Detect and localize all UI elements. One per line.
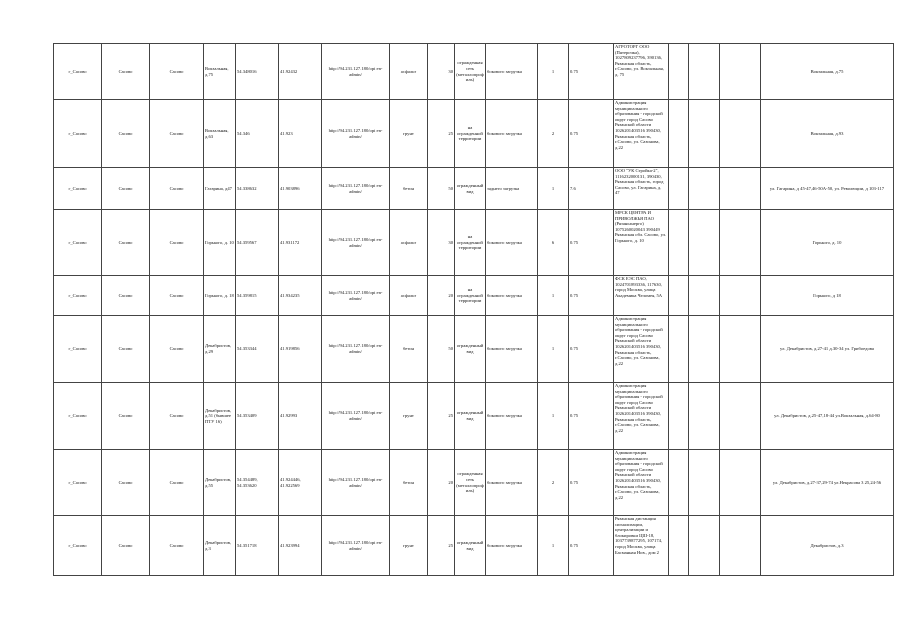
cell-container-type: заднего загрузка bbox=[486, 168, 538, 210]
cell-count: 1 bbox=[538, 383, 569, 450]
cell-source-link: http://94.231.127.180/opi en-admin/ bbox=[322, 210, 390, 276]
cell-settlement: Сасово bbox=[150, 516, 204, 576]
cell-fence: на огражденной территории bbox=[455, 276, 486, 316]
cell-district: г_Сасово bbox=[54, 168, 102, 210]
cell-source-link: http://94.231.127.180/opi en-admin/ bbox=[322, 516, 390, 576]
cell-longitude: 41.923 bbox=[279, 100, 322, 168]
cell-settlement: Сасово bbox=[150, 383, 204, 450]
cell-extra-3 bbox=[720, 276, 761, 316]
cell-settlement: Сасово bbox=[150, 316, 204, 383]
cell-city: Сасово bbox=[102, 450, 150, 516]
cell-extra-1 bbox=[669, 100, 689, 168]
cell-longitude: 41.931172 bbox=[279, 210, 322, 276]
cell-extra-1 bbox=[669, 168, 689, 210]
cell-container-type: бокового загрузка bbox=[486, 44, 538, 100]
cell-settlement: Сасово bbox=[150, 210, 204, 276]
table-row bbox=[54, 210, 894, 276]
cell-extra-3 bbox=[720, 168, 761, 210]
cell-extra-1 bbox=[669, 383, 689, 450]
cell-owner: МРСК ЦЕНТРА И ПРИВОЛЖЬЯ ПАО (Рязаньэнерго) 1075260020043 390449 Рязанская обл. Сасово, ул. Горького, д. 10 bbox=[614, 210, 669, 276]
cell-longitude: 41.92432 bbox=[279, 44, 322, 100]
cell-extra-2 bbox=[689, 316, 720, 383]
cell-extra-2 bbox=[689, 383, 720, 450]
cell-latitude: 54.354489, 54.353620 bbox=[236, 450, 279, 516]
cell-source-link: http://94.231.127.180/opi en-admin/ bbox=[322, 316, 390, 383]
cell-volume: 0.75 bbox=[569, 316, 614, 383]
cell-district: г_Сасово bbox=[54, 210, 102, 276]
cell-extra-3 bbox=[720, 383, 761, 450]
cell-settlement: Сасово bbox=[150, 450, 204, 516]
cell-extra-3 bbox=[720, 516, 761, 576]
cell-count: 2 bbox=[538, 100, 569, 168]
cell-longitude: 41.934235 bbox=[279, 276, 322, 316]
table-row bbox=[54, 168, 894, 210]
cell-address: Вокзальная, д.75 bbox=[204, 44, 236, 100]
cell-owner: ФСК ЕЭС ПАО, 1024701893336, 117630, город Москва, улица Академика Челомея, 5А bbox=[614, 276, 669, 316]
cell-served-addresses: ул. Гагарина, д 45-47,46-50А-50, ул. Революции, д 103-117 bbox=[761, 168, 894, 210]
cell-address: Декабристов, д.55 bbox=[204, 450, 236, 516]
cell-volume: 0.75 bbox=[569, 44, 614, 100]
table-row bbox=[54, 44, 894, 100]
cell-volume: 0.75 bbox=[569, 210, 614, 276]
table-row bbox=[54, 276, 894, 316]
cell-container-type: бокового загрузка bbox=[486, 210, 538, 276]
cell-volume: 0.75 bbox=[569, 100, 614, 168]
cell-address: Горького, д. 18 bbox=[204, 276, 236, 316]
cell-area: 25 bbox=[428, 100, 455, 168]
cell-surface: асфальт bbox=[390, 276, 428, 316]
cell-extra-3 bbox=[720, 44, 761, 100]
cell-count: 1 bbox=[538, 316, 569, 383]
cell-district: г_Сасово bbox=[54, 450, 102, 516]
cell-extra-3 bbox=[720, 450, 761, 516]
cell-container-type: бокового загрузка bbox=[486, 100, 538, 168]
cell-city: Сасово bbox=[102, 168, 150, 210]
cell-city: Сасово bbox=[102, 516, 150, 576]
cell-served-addresses: Вокзальная, д.75 bbox=[761, 44, 894, 100]
cell-owner: Администрация муниципального образования - городской округ город Сасово Рязанской области 1026201403516 390430, Рязанская область, г.Сасово, ул. Сазонова, д.22 bbox=[614, 450, 669, 516]
cell-fence: огражденная сеть (металлопрофиль) bbox=[455, 450, 486, 516]
cell-extra-1 bbox=[669, 210, 689, 276]
cell-latitude: 54.353344 bbox=[236, 316, 279, 383]
cell-area: 30 bbox=[428, 44, 455, 100]
cell-fence: на огражденной территории bbox=[455, 210, 486, 276]
cell-extra-1 bbox=[669, 516, 689, 576]
cell-settlement: Сасово bbox=[150, 100, 204, 168]
cell-volume: 0.75 bbox=[569, 450, 614, 516]
cell-address: Вокзальная, д.63 bbox=[204, 100, 236, 168]
cell-count: 1 bbox=[538, 168, 569, 210]
cell-owner: Администрация муниципального образования - городской округ город Сасово Рязанской области 1026201403516 390430, Рязанская область, г.Сасово, ул. Сазонова, д.22 bbox=[614, 383, 669, 450]
cell-owner: ООО "УК Стройка-2", 1116232000131, 390430, Рязанская область, город Сасово, ул. Гагарина, д. 47 bbox=[614, 168, 669, 210]
cell-count: 1 bbox=[538, 44, 569, 100]
cell-served-addresses: Горького, д. 10 bbox=[761, 210, 894, 276]
cell-served-addresses: ул. Декабристов, д.27-41 д.30-34 ул. Грибоедова bbox=[761, 316, 894, 383]
cell-extra-2 bbox=[689, 516, 720, 576]
cell-extra-1 bbox=[669, 44, 689, 100]
table-row bbox=[54, 383, 894, 450]
cell-extra-1 bbox=[669, 450, 689, 516]
cell-source-link: http://94.231.127.180/opi en-admin/ bbox=[322, 450, 390, 516]
cell-count: 6 bbox=[538, 210, 569, 276]
cell-fence: огражденный вид bbox=[455, 316, 486, 383]
cell-served-addresses: Декабристов, д.3 bbox=[761, 516, 894, 576]
cell-city: Сасово bbox=[102, 44, 150, 100]
cell-count: 1 bbox=[538, 276, 569, 316]
cell-city: Сасово bbox=[102, 383, 150, 450]
cell-volume: 7.6 bbox=[569, 168, 614, 210]
cell-address: Гагарина, д47 bbox=[204, 168, 236, 210]
cell-surface: бетон bbox=[390, 316, 428, 383]
cell-fence: огражденный вид bbox=[455, 516, 486, 576]
cell-extra-2 bbox=[689, 44, 720, 100]
cell-container-type: бокового загрузка bbox=[486, 383, 538, 450]
cell-extra-2 bbox=[689, 450, 720, 516]
cell-container-type: бокового загрузка bbox=[486, 450, 538, 516]
cell-area: 30 bbox=[428, 210, 455, 276]
cell-extra-2 bbox=[689, 276, 720, 316]
cell-latitude: 54.351718 bbox=[236, 516, 279, 576]
cell-area: 20 bbox=[428, 276, 455, 316]
cell-count: 1 bbox=[538, 516, 569, 576]
cell-fence: огражденная сеть (металлопрофиль) bbox=[455, 44, 486, 100]
cell-longitude: 41.923994 bbox=[279, 516, 322, 576]
cell-served-addresses: ул. Декабристов, д.27-37,29-74 ул.Некрасова 3 25,24-56 bbox=[761, 450, 894, 516]
cell-area: 50 bbox=[428, 316, 455, 383]
cell-address: Декабристов, д.51 (бывшее ПТУ 16) bbox=[204, 383, 236, 450]
cell-extra-3 bbox=[720, 100, 761, 168]
table-row bbox=[54, 316, 894, 383]
cell-latitude: 54.348016 bbox=[236, 44, 279, 100]
cell-latitude: 54.359815 bbox=[236, 276, 279, 316]
cell-longitude: 41.924446, 41.922569 bbox=[279, 450, 322, 516]
cell-surface: бетон bbox=[390, 450, 428, 516]
cell-city: Сасово bbox=[102, 100, 150, 168]
cell-extra-2 bbox=[689, 168, 720, 210]
table-row bbox=[54, 450, 894, 516]
cell-district: г_Сасово bbox=[54, 100, 102, 168]
cell-latitude: 54.346 bbox=[236, 100, 279, 168]
cell-surface: грунт bbox=[390, 516, 428, 576]
cell-extra-2 bbox=[689, 210, 720, 276]
cell-volume: 0.75 bbox=[569, 383, 614, 450]
cell-district: г_Сасово bbox=[54, 44, 102, 100]
cell-served-addresses: Горького, д 18 bbox=[761, 276, 894, 316]
cell-settlement: Сасово bbox=[150, 276, 204, 316]
cell-latitude: 54.338632 bbox=[236, 168, 279, 210]
cell-longitude: 41.92993 bbox=[279, 383, 322, 450]
cell-settlement: Сасово bbox=[150, 44, 204, 100]
cell-latitude: 54.359567 bbox=[236, 210, 279, 276]
cell-surface: грунт bbox=[390, 100, 428, 168]
cell-district: г_Сасово bbox=[54, 383, 102, 450]
cell-settlement: Сасово bbox=[150, 168, 204, 210]
cell-extra-1 bbox=[669, 276, 689, 316]
cell-volume: 0.75 bbox=[569, 516, 614, 576]
cell-container-type: бокового загрузка bbox=[486, 316, 538, 383]
cell-longitude: 41.919856 bbox=[279, 316, 322, 383]
cell-container-type: бокового загрузка bbox=[486, 276, 538, 316]
cell-district: г_Сасово bbox=[54, 316, 102, 383]
cell-source-link: http://94.231.127.180/opi en-admin/ bbox=[322, 100, 390, 168]
cell-source-link: http://94.231.127.180/opi en-admin/ bbox=[322, 168, 390, 210]
cell-city: Сасово bbox=[102, 316, 150, 383]
cell-source-link: http://94.231.127.180/opi en-admin/ bbox=[322, 276, 390, 316]
cell-area: 25 bbox=[428, 516, 455, 576]
cell-fence: на огражденной территории bbox=[455, 100, 486, 168]
cell-address: Горького, д. 10 bbox=[204, 210, 236, 276]
cell-fence: огражденный вид bbox=[455, 168, 486, 210]
cell-surface: бетон bbox=[390, 168, 428, 210]
table-row bbox=[54, 516, 894, 576]
cell-extra-2 bbox=[689, 100, 720, 168]
cell-count: 2 bbox=[538, 450, 569, 516]
cell-area: 20 bbox=[428, 450, 455, 516]
cell-area: 50 bbox=[428, 168, 455, 210]
cell-city: Сасово bbox=[102, 276, 150, 316]
cell-served-addresses: ул. Декабристов, д.25-47,18-44 ул.Вокзальная, д.64-80 bbox=[761, 383, 894, 450]
cell-latitude: 54.353409 bbox=[236, 383, 279, 450]
cell-surface: асфальт bbox=[390, 210, 428, 276]
cell-fence: огражденный вид bbox=[455, 383, 486, 450]
table-row bbox=[54, 100, 894, 168]
cell-volume: 0.75 bbox=[569, 276, 614, 316]
cell-served-addresses: Вокзальная, д.93 bbox=[761, 100, 894, 168]
cell-container-type: бокового загрузка bbox=[486, 516, 538, 576]
cell-extra-3 bbox=[720, 316, 761, 383]
cell-district: г_Сасово bbox=[54, 276, 102, 316]
cell-owner: АГРОТОРГ ООО (Пятерочка), 1027809237796, 390136, Рязанская область, г.Сасово, ул. Вокзальная, д. 75 bbox=[614, 44, 669, 100]
cell-source-link: http://94.231.127.180/opi en-admin/ bbox=[322, 44, 390, 100]
cell-longitude: 41.903896 bbox=[279, 168, 322, 210]
cell-owner: Администрация муниципального образования - городской округ город Сасово Рязанской области 1026201403516 390430, Рязанская область, г.Сасово, ул. Сазонова, д.22 bbox=[614, 316, 669, 383]
cell-source-link: http://94.231.127.180/opi en-admin/ bbox=[322, 383, 390, 450]
cell-owner: Рязанская дистанция сигнализации, централизации и блокировки ЦШ-18, 1037739877295, 107174, город Москва, улица Басманная Нов., дом 2 bbox=[614, 516, 669, 576]
cell-district: г_Сасово bbox=[54, 516, 102, 576]
cell-surface: грунт bbox=[390, 383, 428, 450]
cell-address: Декабристов, д.3 bbox=[204, 516, 236, 576]
cell-extra-1 bbox=[669, 316, 689, 383]
cell-address: Декабристов, д.29 bbox=[204, 316, 236, 383]
cell-city: Сасово bbox=[102, 210, 150, 276]
cell-area: 25 bbox=[428, 383, 455, 450]
cell-owner: Администрация муниципального образования - городской округ город Сасово Рязанской области 1026201403516 390430, Рязанская область, г.Сасово, ул. Сазонова, д.22 bbox=[614, 100, 669, 168]
cell-surface: асфальт bbox=[390, 44, 428, 100]
cell-extra-3 bbox=[720, 210, 761, 276]
waste-sites-table bbox=[53, 43, 894, 576]
